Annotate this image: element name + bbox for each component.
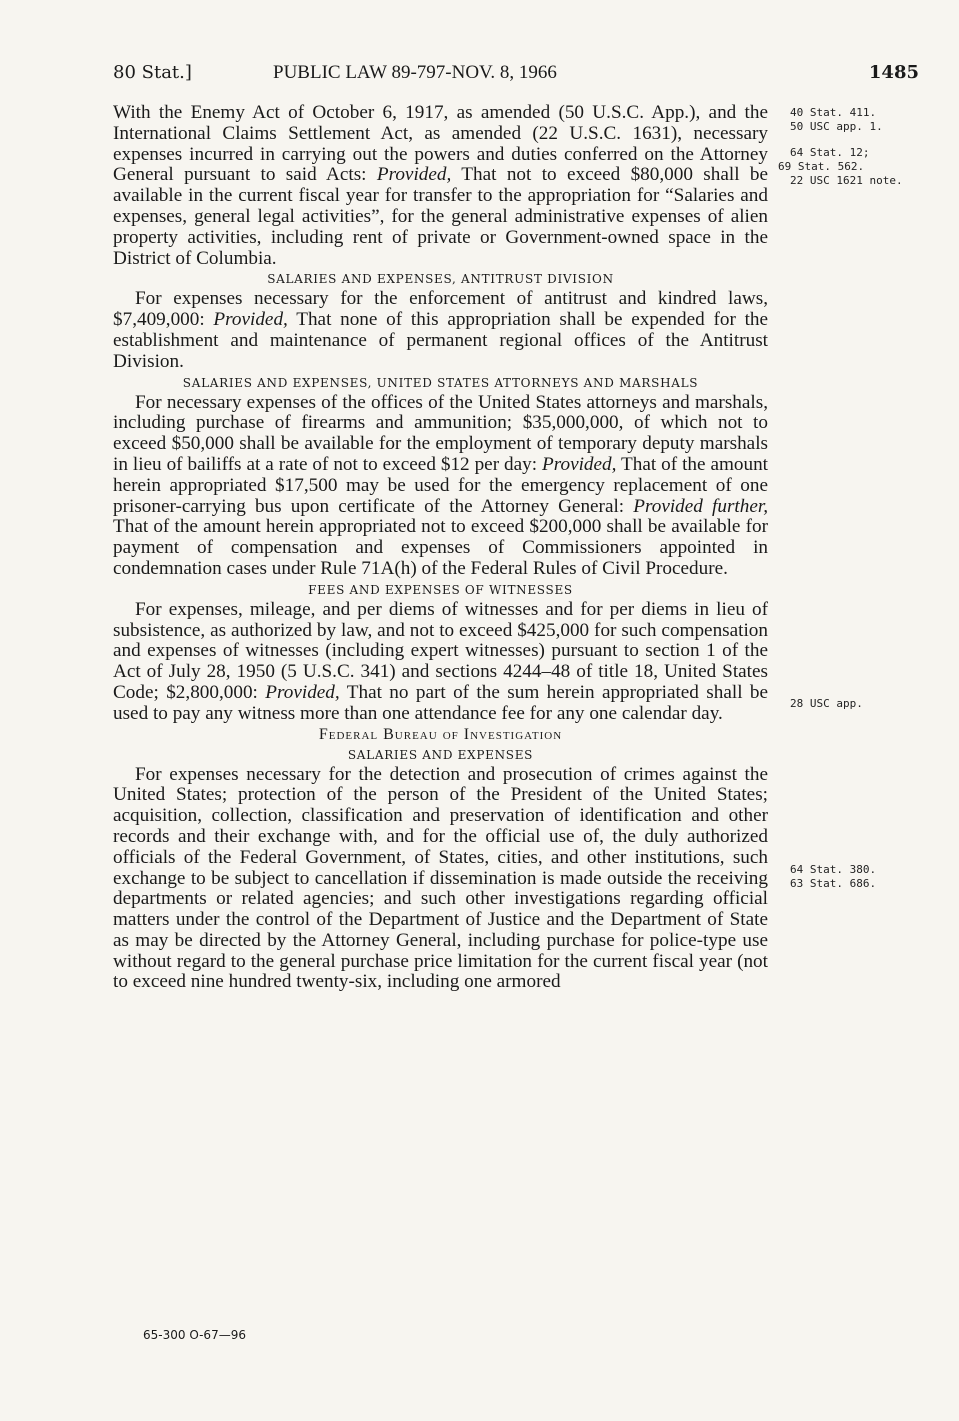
margin-note-claims-act: 64 Stat. 12; 69 Stat. 562. — [778, 146, 870, 173]
margin-note-rules: 28 USC app. — [790, 697, 863, 710]
margin-note-enemy-act: 40 Stat. 411. 50 USC app. 1. — [790, 106, 883, 133]
law-title: PUBLIC LAW 89-797-NOV. 8, 1966 — [273, 62, 557, 83]
main-text — [113, 103, 768, 993]
printing-code: 65-300 O-67—96 — [143, 1328, 246, 1342]
intro-paragraph: With the Enemy Act of October 6, 1917, as amended (50 U.S.C. App.), and the International Claims Settlement Act, as amended (22 U.S.C. 1631), necessary expenses incurred in carrying out the powers and duties conferred on the Attorney General pursuant to said Acts: Provided, That not to exceed $80,000 shall be available in the current fiscal year for transfer to the appropriation for “Salaries and expenses, general legal activities”, for the general administrative expenses of alien property activities, including rent of private or Government-owned space in the District of Columbia. — [113, 102, 768, 269]
witnesses-heading: FEES AND EXPENSES OF WITNESSES — [308, 582, 573, 597]
witnesses-paragraph: For expenses, mileage, and per diems of witnesses and for per diems in lieu of subsistence, as authorized by law, and not to exceed $425,000 for such compensation and expenses of witnesses (including expert witnesses) pursuant to section 1 of the Act of July 28, 1950 (5 U.S.C. 341) and sections 4244–48 of title 18, United States Code; $2,800,000: Provided, That no part of the sum herein appropriated shall be used to pay any witness more than one attendance fee for any one calendar day. — [113, 598, 769, 724]
fbi-paragraph: For expenses necessary for the detection and prosecution of crimes against the United States; protection of the person of the President of the United States; acquisition, collection, classification and preservation of identification and other records and their exchange with, and for the official use of, the duly authorized officials of the Federal Government, of States, cities, and other institutions, such exchange to be subject to cancellation if dissemination is made outside the receiving departments or related agencies; and such other investigations regarding official matters under the control of the Department of Justice and the Department of State as may be directed by the Attorney General, including purchase for police-type use without regard to the general purchase price limitation for the current fiscal year (not to exceed nine hundred twenty-six, including one armored — [113, 763, 768, 993]
fbi-subheading: SALARIES AND EXPENSES — [347, 747, 534, 762]
attorneys-heading: SALARIES AND EXPENSES, UNITED STATES ATTORNEYS AND MARSHALS — [182, 375, 699, 390]
attorneys-paragraph: For necessary expenses of the offices of the United States attorneys and marshals, including purchase of firearms and ammunition; $35,000,000, of which not to exceed $50,000 shall be available for the employment of temporary deputy marshals in lieu of bailiffs at a rate of not to exceed $12 per day: Provided, That of the amount herein appropriated $17,500 may be used for the emergency replacement of one prisoner-carrying bus upon certificate of the Attorney General: Provided further, That of the amount herein appropriated not to exceed $200,000 shall be available for payment of compensation and expenses of Commissioners appointed in condemnation cases under Rule 71A(h) of the Federal Rules of Civil Procedure. — [113, 391, 769, 579]
page-header — [113, 62, 919, 86]
volume-reference: 80 Stat.] — [113, 62, 192, 83]
fbi-heading: Federal Bureau of Investigation — [318, 725, 563, 743]
antitrust-heading: SALARIES AND EXPENSES, ANTITRUST DIVISION — [267, 272, 614, 287]
page-number: 1485 — [868, 62, 919, 83]
margin-note-usc-1621: 22 USC 1621 note. — [790, 174, 903, 187]
antitrust-paragraph: For expenses necessary for the enforcement of antitrust and kindred laws, $7,409,000: Provided, That none of this appropriation shall be expended for the establishment and maintenance of permanent regional offices of the Antitrust Division. — [113, 288, 769, 372]
margin-note-witness-acts: 64 Stat. 380. 63 Stat. 686. — [790, 863, 877, 890]
